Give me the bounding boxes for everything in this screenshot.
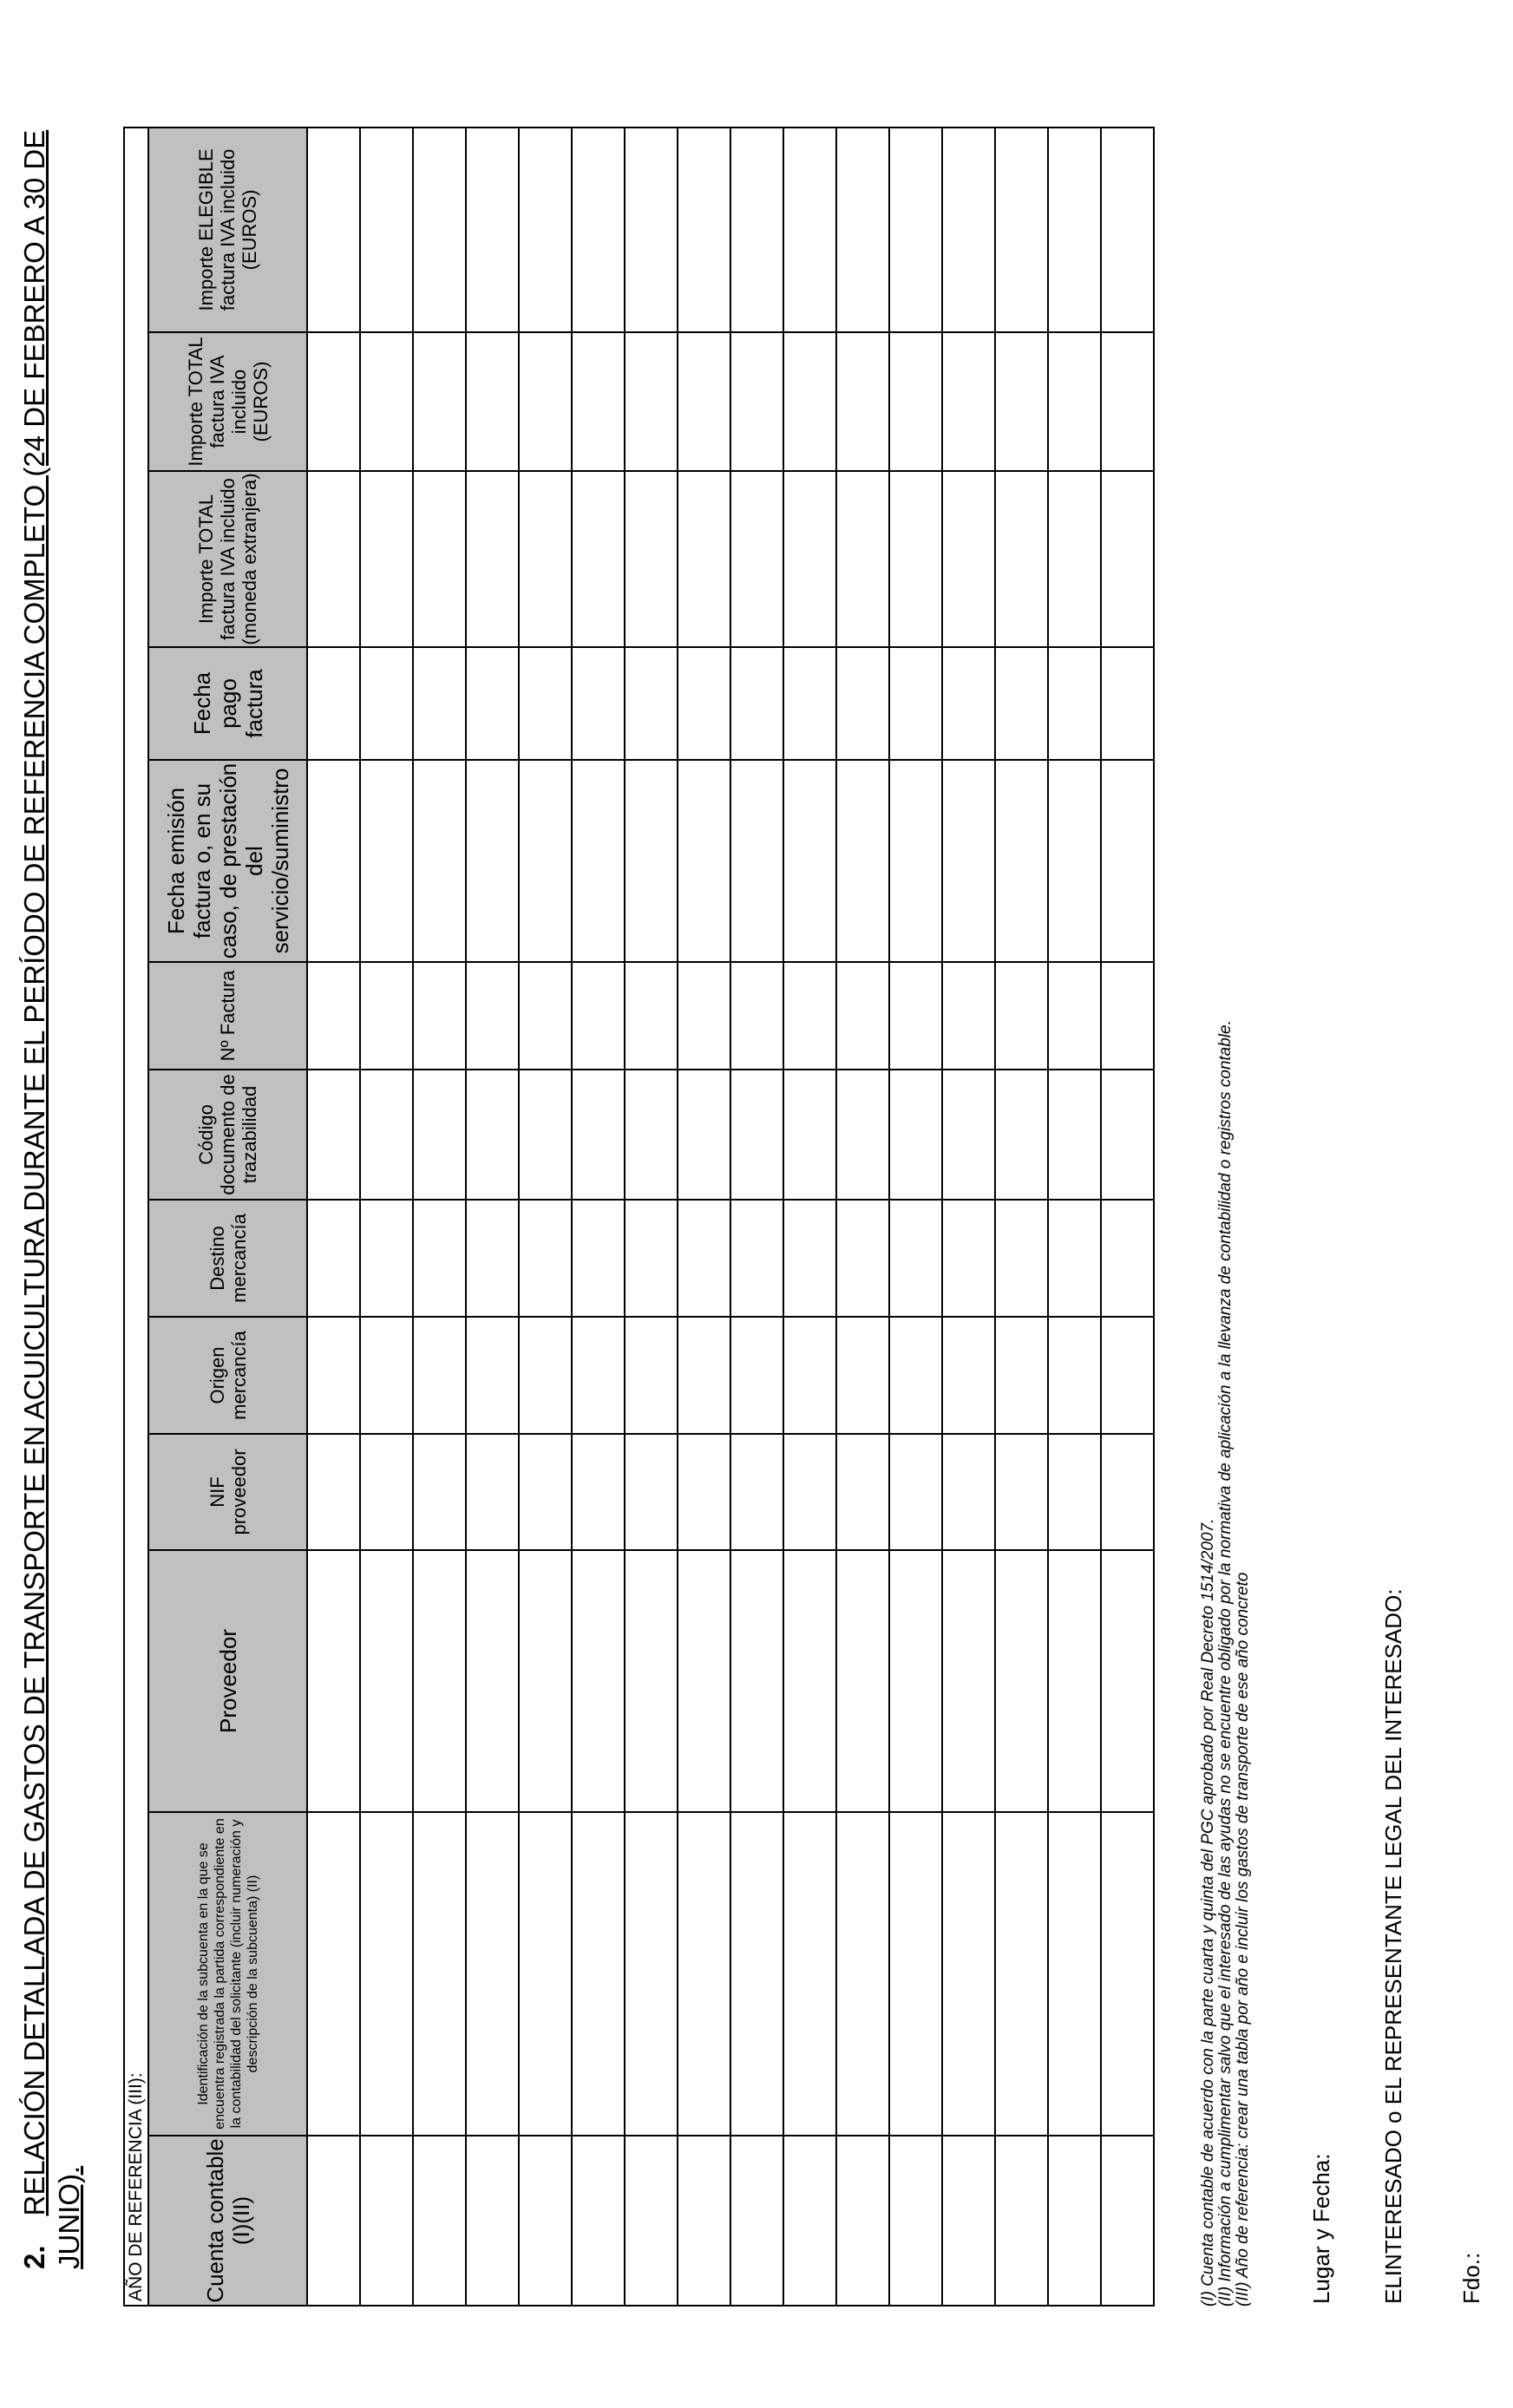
col-header-codigo-documento: Código documento de trazabilidad (148, 1070, 307, 1200)
table-cell[interactable] (678, 1317, 730, 1434)
table-cell[interactable] (730, 1550, 783, 1812)
table-cell[interactable] (572, 760, 625, 962)
table-cell[interactable] (625, 1317, 678, 1434)
section-heading (17, 49, 87, 2269)
table-cell[interactable] (1048, 1070, 1101, 1200)
table-cell[interactable] (413, 471, 466, 647)
table-cell[interactable] (1101, 1317, 1154, 1434)
table-cell[interactable] (307, 332, 360, 471)
table-row (836, 128, 889, 2306)
table-cell[interactable] (625, 128, 678, 332)
table-cell[interactable] (942, 647, 995, 760)
table-cell[interactable] (995, 1812, 1048, 2136)
table-cell[interactable] (836, 2136, 889, 2306)
table-cell[interactable] (625, 1550, 678, 1812)
table-cell[interactable] (836, 647, 889, 760)
table-cell[interactable] (519, 647, 572, 760)
table-cell[interactable] (836, 128, 889, 332)
table-cell[interactable] (572, 1812, 625, 2136)
table-cell[interactable] (889, 332, 942, 471)
section-number: 2. (18, 2245, 50, 2269)
table-cell[interactable] (413, 1434, 466, 1550)
table-cell[interactable] (519, 1434, 572, 1550)
table-cell[interactable] (836, 1550, 889, 1812)
table-cell[interactable] (625, 2136, 678, 2306)
table-cell[interactable] (730, 471, 783, 647)
table-cell[interactable] (836, 1812, 889, 2136)
table-cell[interactable] (678, 2136, 730, 2306)
table-cell[interactable] (783, 1434, 836, 1550)
table-cell[interactable] (519, 1070, 572, 1200)
table-cell[interactable] (625, 962, 678, 1070)
table-cell[interactable] (730, 128, 783, 332)
table-cell[interactable] (625, 760, 678, 962)
table-cell[interactable] (783, 128, 836, 332)
table-cell[interactable] (678, 332, 730, 471)
table-cell[interactable] (1101, 471, 1154, 647)
table-cell[interactable] (730, 1200, 783, 1317)
signed-label: Fdo.: (1458, 2252, 1484, 2304)
table-cell[interactable] (783, 1317, 836, 1434)
table-cell[interactable] (413, 1812, 466, 2136)
table-cell[interactable] (360, 1070, 413, 1200)
table-cell[interactable] (413, 1200, 466, 1317)
table-cell[interactable] (519, 128, 572, 332)
table-cell[interactable] (889, 2136, 942, 2306)
table-cell[interactable] (678, 1070, 730, 1200)
table-cell[interactable] (466, 760, 519, 962)
table-cell[interactable] (942, 1070, 995, 1200)
table-cell[interactable] (307, 1200, 360, 1317)
table-cell[interactable] (995, 1070, 1048, 1200)
table-cell[interactable] (466, 2136, 519, 2306)
table-cell[interactable] (625, 647, 678, 760)
table-cell[interactable] (307, 760, 360, 962)
table-cell[interactable] (572, 2136, 625, 2306)
table-cell[interactable] (1048, 647, 1101, 760)
table-cell[interactable] (1048, 2136, 1101, 2306)
table-cell[interactable] (942, 1812, 995, 2136)
table-cell[interactable] (1048, 760, 1101, 962)
table-cell[interactable] (1101, 2136, 1154, 2306)
table-cell[interactable] (730, 332, 783, 471)
table-cell[interactable] (360, 332, 413, 471)
table-cell[interactable] (889, 1070, 942, 1200)
table-row (519, 128, 572, 2306)
representative-label: ELINTERESADO o EL REPRESENTANTE LEGAL DEL INTERESADO: (1380, 1588, 1406, 2304)
table-cell[interactable] (942, 760, 995, 962)
col-header-fecha-pago: Fecha pago factura (148, 647, 307, 760)
footnote: (II) Información a cumplimentar salvo que el interesado de las ayudas no se encuentre obligado por la normativa de aplicación a la llevanza de contabilidad o registros contable. (1216, 1020, 1235, 2307)
table-row (678, 128, 730, 2306)
table-cell[interactable] (572, 128, 625, 332)
table-cell[interactable] (360, 962, 413, 1070)
col-header-importe-total-moneda-extranjera: Importe TOTAL factura IVA incluido (moneda extranjera) (148, 471, 307, 647)
table-cell[interactable] (413, 332, 466, 471)
table-cell[interactable] (995, 332, 1048, 471)
table-cell[interactable] (889, 647, 942, 760)
table-cell[interactable] (572, 332, 625, 471)
table-row (1101, 128, 1154, 2306)
table-cell[interactable] (836, 1070, 889, 1200)
table-cell[interactable] (783, 1200, 836, 1317)
footnote: (I) Cuenta contable de acuerdo con la parte cuarta y quinta del PGC aprobado por Real Decreto 1514/2007. (1199, 1518, 1217, 2307)
table-cell[interactable] (889, 128, 942, 332)
table-cell[interactable] (783, 760, 836, 962)
table-cell[interactable] (995, 1317, 1048, 1434)
table-cell[interactable] (730, 2136, 783, 2306)
table-cell[interactable] (307, 1812, 360, 2136)
table-cell[interactable] (572, 1434, 625, 1550)
table-cell[interactable] (942, 1550, 995, 1812)
table-cell[interactable] (995, 1434, 1048, 1550)
table-cell[interactable] (889, 1317, 942, 1434)
table-cell[interactable] (360, 647, 413, 760)
table-cell[interactable] (519, 332, 572, 471)
table-cell[interactable] (783, 647, 836, 760)
table-row (942, 128, 995, 2306)
table-cell[interactable] (360, 128, 413, 332)
table-cell[interactable] (1048, 471, 1101, 647)
table-cell[interactable] (889, 1812, 942, 2136)
footnote: (III) Año de referencia: crear una tabla por año e incluir los gastos de transporte de ese año concreto (1234, 1572, 1252, 2307)
table-cell[interactable] (1048, 332, 1101, 471)
table-row (889, 128, 942, 2306)
table-cell[interactable] (625, 1070, 678, 1200)
expenses-table (123, 127, 1155, 2307)
table-cell[interactable] (836, 760, 889, 962)
table-cell[interactable] (625, 471, 678, 647)
table-cell[interactable] (1101, 962, 1154, 1070)
table-cell[interactable] (360, 760, 413, 962)
table-cell[interactable] (413, 760, 466, 962)
table-body (307, 128, 1154, 2306)
table-cell[interactable] (360, 1200, 413, 1317)
table-cell[interactable] (625, 1434, 678, 1550)
place-date-label: Lugar y Fecha: (1308, 2153, 1334, 2304)
table-cell[interactable] (783, 1070, 836, 1200)
table-cell[interactable] (995, 1200, 1048, 1317)
table-row (625, 128, 678, 2306)
table-cell[interactable] (1048, 1200, 1101, 1317)
table-row (572, 128, 625, 2306)
table-cell[interactable] (836, 1434, 889, 1550)
table-cell[interactable] (678, 647, 730, 760)
table-cell[interactable] (360, 1550, 413, 1812)
table-cell[interactable] (678, 760, 730, 962)
table-cell[interactable] (1101, 760, 1154, 962)
table-cell[interactable] (466, 128, 519, 332)
table-cell[interactable] (889, 1550, 942, 1812)
table-cell[interactable] (1048, 1812, 1101, 2136)
table-cell[interactable] (730, 1070, 783, 1200)
table-cell[interactable] (678, 1200, 730, 1317)
table-cell[interactable] (413, 1550, 466, 1812)
col-header-n-factura: Nº Factura (148, 962, 307, 1070)
table-row (1048, 128, 1101, 2306)
table-cell[interactable] (678, 962, 730, 1070)
col-header-destino-mercancia: Destino mercancía (148, 1200, 307, 1317)
table-cell[interactable] (678, 471, 730, 647)
table-cell[interactable] (678, 1434, 730, 1550)
table-cell[interactable] (625, 1812, 678, 2136)
table-cell[interactable] (466, 962, 519, 1070)
table-cell[interactable] (572, 1317, 625, 1434)
table-cell[interactable] (889, 1200, 942, 1317)
col-header-fecha-emision: Fecha emisión factura o, en su caso, de prestación del servicio/suministro (148, 760, 307, 962)
table-cell[interactable] (783, 471, 836, 647)
col-header-cuenta-contable: Cuenta contable (I)(II) (148, 2136, 307, 2306)
table-cell[interactable] (678, 1550, 730, 1812)
table-row (413, 128, 466, 2306)
table-cell[interactable] (519, 962, 572, 1070)
col-header-proveedor: Proveedor (148, 1550, 307, 1812)
table-cell[interactable] (572, 647, 625, 760)
section-title: RELACIÓN DETALLADA DE GASTOS DE TRANSPORTE EN ACUICULTURA DURANTE EL PERÍODO DE REFERENCIA COMPLETO (24 DE FEBRERO A 30 DE JUNIO). (18, 129, 85, 2269)
table-cell[interactable] (519, 1317, 572, 1434)
table-row (466, 128, 519, 2306)
table-cell[interactable] (307, 471, 360, 647)
table-cell[interactable] (942, 128, 995, 332)
table-cell[interactable] (730, 760, 783, 962)
col-header-identificacion-subcuenta: Identificación de la subcuenta en la que se encuentra registrada la partida correspondiente en la contabilidad del solicitante (incluir numeración y descripción de la subcuenta) (II) (148, 1812, 307, 2136)
table-cell[interactable] (1048, 962, 1101, 1070)
col-header-origen-mercancia: Origen mercancía (148, 1317, 307, 1434)
table-cell[interactable] (730, 1317, 783, 1434)
table-cell[interactable] (730, 962, 783, 1070)
table-cell[interactable] (836, 1317, 889, 1434)
table-row (783, 128, 836, 2306)
table-row (730, 128, 783, 2306)
table-cell[interactable] (466, 471, 519, 647)
table-cell[interactable] (1101, 1070, 1154, 1200)
table-cell[interactable] (1048, 1434, 1101, 1550)
table-cell[interactable] (519, 760, 572, 962)
table-cell[interactable] (307, 1317, 360, 1434)
reference-year-label: AÑO DE REFERENCIA (III): (124, 128, 148, 2306)
col-header-nif-proveedor: NIF proveedor (148, 1434, 307, 1550)
table-cell[interactable] (836, 471, 889, 647)
table-cell[interactable] (1048, 1550, 1101, 1812)
table-cell[interactable] (466, 1200, 519, 1317)
table-cell[interactable] (730, 1434, 783, 1550)
table-cell[interactable] (413, 962, 466, 1070)
table-cell[interactable] (307, 128, 360, 332)
table-cell[interactable] (307, 1434, 360, 1550)
table-cell[interactable] (995, 760, 1048, 962)
table-cell[interactable] (889, 760, 942, 962)
table-cell[interactable] (783, 1550, 836, 1812)
table-cell[interactable] (519, 1812, 572, 2136)
table-cell[interactable] (678, 1812, 730, 2136)
table-cell[interactable] (942, 1434, 995, 1550)
table-cell[interactable] (942, 471, 995, 647)
table-cell[interactable] (519, 2136, 572, 2306)
table-cell[interactable] (360, 471, 413, 647)
footnotes (1200, 95, 1252, 2307)
table-cell[interactable] (1101, 1434, 1154, 1550)
table-row (307, 128, 360, 2306)
table-cell[interactable] (1101, 1812, 1154, 2136)
table-row (995, 128, 1048, 2306)
table-cell[interactable] (1101, 332, 1154, 471)
table-cell[interactable] (519, 1200, 572, 1317)
table-cell[interactable] (889, 1434, 942, 1550)
table-cell[interactable] (783, 962, 836, 1070)
table-cell[interactable] (995, 647, 1048, 760)
table-cell[interactable] (836, 962, 889, 1070)
table-cell[interactable] (307, 2136, 360, 2306)
table-cell[interactable] (942, 1317, 995, 1434)
table-cell[interactable] (307, 1070, 360, 1200)
table-cell[interactable] (995, 2136, 1048, 2306)
table-cell[interactable] (995, 962, 1048, 1070)
table-cell[interactable] (466, 1070, 519, 1200)
table-cell[interactable] (360, 2136, 413, 2306)
table-cell[interactable] (466, 647, 519, 760)
table-cell[interactable] (995, 471, 1048, 647)
table-cell[interactable] (466, 1317, 519, 1434)
table-cell[interactable] (1101, 1200, 1154, 1317)
table-cell[interactable] (783, 2136, 836, 2306)
table-cell[interactable] (519, 1550, 572, 1812)
table-cell[interactable] (678, 128, 730, 332)
table-cell[interactable] (942, 962, 995, 1070)
table-cell[interactable] (836, 1200, 889, 1317)
table-cell[interactable] (836, 332, 889, 471)
table-cell[interactable] (466, 332, 519, 471)
table-cell[interactable] (466, 1550, 519, 1812)
table-cell[interactable] (413, 128, 466, 332)
table-cell[interactable] (942, 1200, 995, 1317)
table-cell[interactable] (307, 1550, 360, 1812)
table-cell[interactable] (730, 647, 783, 760)
table-cell[interactable] (466, 1812, 519, 2136)
table-cell[interactable] (466, 1434, 519, 1550)
table-cell[interactable] (413, 2136, 466, 2306)
table-cell[interactable] (730, 1812, 783, 2136)
table-cell[interactable] (1101, 1550, 1154, 1812)
table-row (360, 128, 413, 2306)
table-cell[interactable] (360, 1812, 413, 2136)
table-cell[interactable] (1048, 128, 1101, 332)
table-cell[interactable] (519, 471, 572, 647)
table-cell[interactable] (942, 332, 995, 471)
table-cell[interactable] (307, 647, 360, 760)
table-cell[interactable] (783, 1812, 836, 2136)
table-cell[interactable] (942, 2136, 995, 2306)
table-cell[interactable] (413, 1317, 466, 1434)
table-cell[interactable] (889, 962, 942, 1070)
table-cell[interactable] (995, 128, 1048, 332)
table-cell[interactable] (360, 1434, 413, 1550)
table-cell[interactable] (572, 962, 625, 1070)
table-cell[interactable] (1048, 1317, 1101, 1434)
table-cell[interactable] (889, 471, 942, 647)
table-cell[interactable] (783, 332, 836, 471)
table-cell[interactable] (307, 962, 360, 1070)
table-cell[interactable] (360, 1317, 413, 1434)
col-header-importe-total-euros: Importe TOTAL factura IVA incluido (EUROS) (148, 332, 307, 471)
table-cell[interactable] (572, 1200, 625, 1317)
table-cell[interactable] (625, 332, 678, 471)
table-cell[interactable] (413, 1070, 466, 1200)
table-cell[interactable] (572, 471, 625, 647)
col-header-importe-elegible-euros: Importe ELEGIBLE factura IVA incluido (EUROS) (148, 128, 307, 332)
table-cell[interactable] (413, 647, 466, 760)
table-cell[interactable] (572, 1070, 625, 1200)
table-cell[interactable] (625, 1200, 678, 1317)
table-cell[interactable] (995, 1550, 1048, 1812)
table-cell[interactable] (572, 1550, 625, 1812)
table-cell[interactable] (1101, 647, 1154, 760)
table-cell[interactable] (1101, 128, 1154, 332)
